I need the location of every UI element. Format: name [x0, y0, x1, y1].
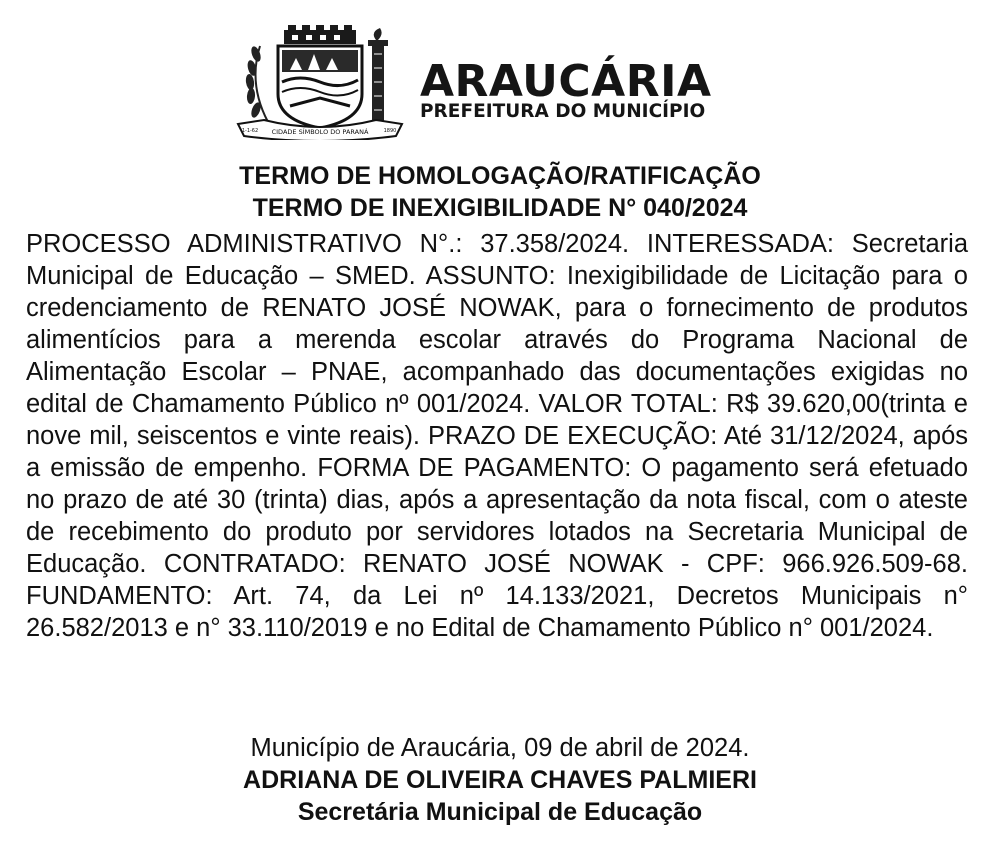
coat-of-arms-icon [234, 24, 406, 140]
signature-block [0, 732, 1000, 828]
signatory-name: ADRIANA DE OLIVEIRA CHAVES PALMIERI [243, 766, 757, 794]
document-title: TERMO DE HOMOLOGAÇÃO/RATIFICAÇÃO [239, 162, 761, 190]
document-body: PROCESSO ADMINISTRATIVO N°.: 37.358/2024. INTERESSADA: Secretaria Municipal de Educação – SMED. ASSUNTO: Inexigibilidade de Licitação para o credenciamento de RENATO JOSÉ NOWAK, para o fornecimento de produtos alimentícios para a merenda escolar através do Programa Nacional de Alimentação Escolar – PNAE, acompanhado das documentações exigidas no edital de Chamamento Público nº 001/2024. VALOR TOTAL: R$ 39.620,00(trinta e nove mil, seiscentos e vinte reais). PRAZO DE EXECUÇÃO: Até 31/12/2024, após a emissão de empenho. FORMA DE PAGAMENTO: O pagamento será efetuado no prazo de até 30 (trinta) dias, após a apresentação da nota fiscal, com o ateste de recebimento do produto por servidores lotados na Secretaria Municipal de Educação. CONTRATADO: RENATO JOSÉ NOWAK - CPF: 966.926.509-68. FUNDAMENTO: Art. 74, da Lei nº 14.133/2021, Decretos Municipais n° 26.582/2013 e n° 33.110/2019 e no Edital de Chamamento Público n° 001/2024. [26, 230, 968, 642]
signatory-role: Secretária Municipal de Educação [297, 798, 703, 826]
brand-subtitle: PREFEITURA DO MUNICÍPIO [420, 101, 706, 122]
brand-block [420, 56, 712, 122]
document-titles [0, 160, 1000, 224]
crest-year-left: 1-1-62 [241, 128, 259, 134]
place-date: Município de Araucária, 09 de abril de 2024. [250, 734, 750, 762]
crest-year-right: 1890 [383, 128, 397, 134]
document-subtitle: TERMO DE INEXIGIBILIDADE N° 040/2024 [252, 194, 748, 222]
brand-name: ARAUCÁRIA [420, 56, 712, 107]
crest-motto: CIDADE SÍMBOLO DO PARANÁ [271, 128, 369, 136]
document-header [234, 24, 774, 142]
